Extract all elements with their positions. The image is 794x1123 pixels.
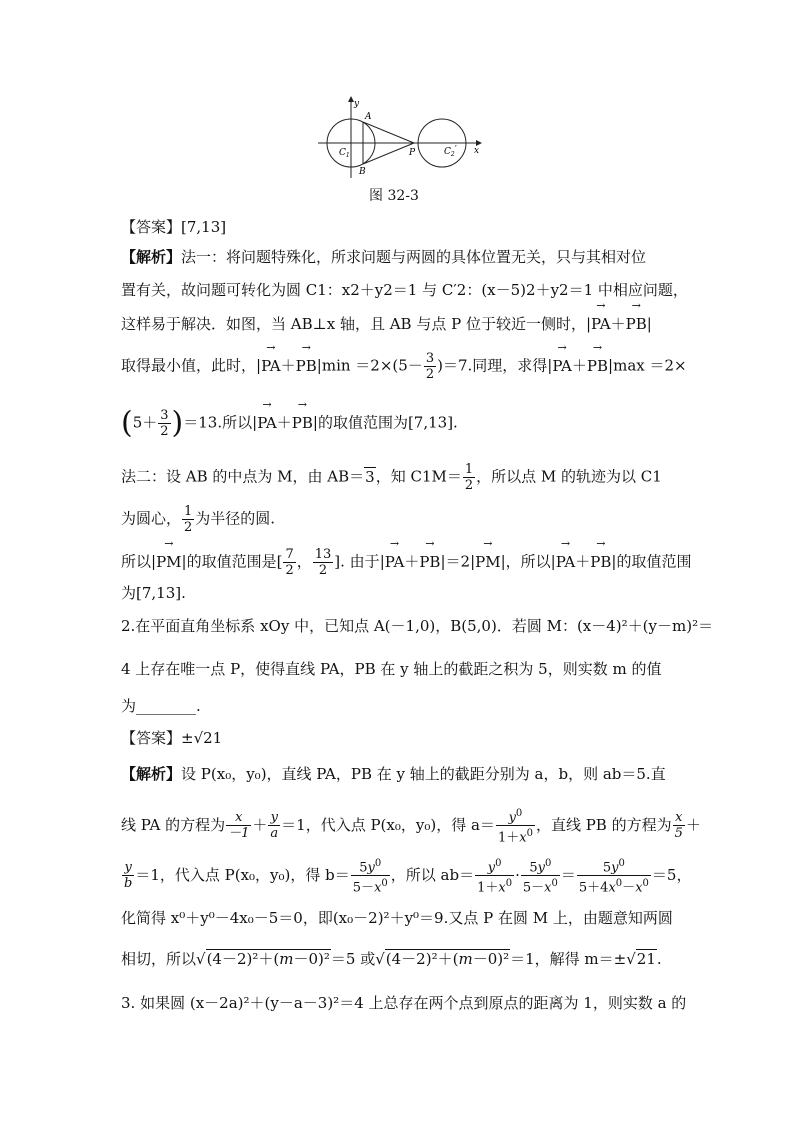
q1-method2-line-1: 法二：设 AB 的中点为 M，由 AB＝3，知 C1M＝ $\frac{1}{2}$ ，所以点 M 的轨迹为以 C1 [121,462,662,493]
figure-two-circles [316,94,486,182]
label-a: A [365,112,372,122]
q1-analysis-line-3: 这样易于解决．如图，当 AB⊥x 轴，且 AB 与点 P 位于较近一侧时，|→ PA＋→ PB| [121,313,652,335]
q1-analysis-line-4: 取得最小值，此时，|→ PA＋→ PB|min ＝2×(5－ $\frac{3}{2}$ )＝7.同理，求得|→ PA＋→ PB|max ＝2× [121,351,687,382]
q2-analysis-line-1: 【解析】设 P(x₀，y₀)，直线 PA，PB 在 y 轴上的截距分别为 a，b，则 ab＝5.直 [121,765,666,783]
label-c1: $C_1$ [339,148,350,159]
q1-method2-line-4: 为[7,13]. [121,584,186,602]
answer-tag: 【答案】 [121,218,182,236]
segment-pb [363,143,414,164]
q2-answer-line: 【答案】±√21 [121,729,223,747]
label-c2: $C_2'$ [444,145,457,158]
segment-pa [363,122,414,143]
label-p: P [409,148,416,158]
analysis-tag: 【解析】 [121,248,182,266]
label-y: y [354,99,360,109]
q2-answer-value: ±√21 [181,729,223,747]
fraction-3-2: $\frac{3}{2}$ [425,351,435,382]
q1-analysis-line-5: (5＋ $\frac{3}{2}$ )＝13.所以|→ PA＋→ PB|的取值范围为[7,13]. [121,408,458,439]
answer-value: [7,13] [181,218,227,236]
label-x: x [474,146,480,156]
q1-analysis-line-1: 【解析】法一：将问题特殊化，所求问题与两圆的具体位置无关，只与其相对位 [121,248,647,266]
q2-question-line-2: 4 上存在唯一点 P，使得直线 PA，PB 在 y 轴上的截距之积为 5，则实数 m 的值 [121,660,662,678]
q1-answer-line [121,216,226,238]
label-b: B [359,167,366,177]
q2-analysis-line-3: $\frac{y}{b}$ ＝1，代入点 P(x₀，y₀)，得 b＝ $\frac{5y^0}{5-x^0}$ ，所以 ab＝ $\frac{y^0}{1+x^0}$ · $\frac{5y^0}{5-x^0}$ ＝ $\frac{5y^0}{5+4x^0-x^0}$ ＝5， [124,858,692,896]
q2-question-line-1: 2.在平面直角坐标系 xOy 中，已知点 A(－1,0)，B(5,0)．若圆 M：(x－4)²＋(y－m)²＝ [121,617,714,635]
q3-question-line-1: 3. 如果圆 (x－2a)²＋(y－a－3)²＝4 上总存在两个点到原点的距离为 1，则实数 a 的 [121,994,687,1012]
q2-analysis-line-4: 化简得 x⁰＋y⁰－4x₀－5＝0，即(x₀－2)²＋y⁰＝9.又点 P 在圆 M 上，由题意知两圆 [121,909,673,927]
figure-caption: 图 32-3 [369,188,419,204]
q1-method2-line-2: 为圆心， $\frac{1}{2}$ 为半径的圆. [121,504,276,535]
q2-analysis-line-5: 相切，所以√(4－2)²＋(m－0)²＝5 或√(4－2)²＋(m－0)²＝1，解得 m＝±√21. [121,950,662,968]
q1-method2-line-3: 所以|→ PM|的取值范围是[ $\frac{7}{2}$ ， $\frac{13}{2}$ ]. 由于|→ PA＋→ PB|＝2|→ PM|，所以|→ PA＋→ PB|的取值范围 [121,547,692,578]
q1-analysis-line-2: 置有关，故问题可转化为圆 C1：x2＋y2＝1 与 C′2：(x－5)2＋y2＝1 中相应问题， [121,281,688,299]
q2-analysis-line-2: 线 PA 的方程为 $\frac{x}{-1}$ ＋ $\frac{y}{a}$ ＝1，代入点 P(x₀，y₀)，得 a＝ $\frac{y^0}{1+x^0}$ ，直线 PB 的方程为 $\frac{x}{5}$ ＋ [121,808,701,846]
q2-question-line-3: 为________. [121,697,201,715]
